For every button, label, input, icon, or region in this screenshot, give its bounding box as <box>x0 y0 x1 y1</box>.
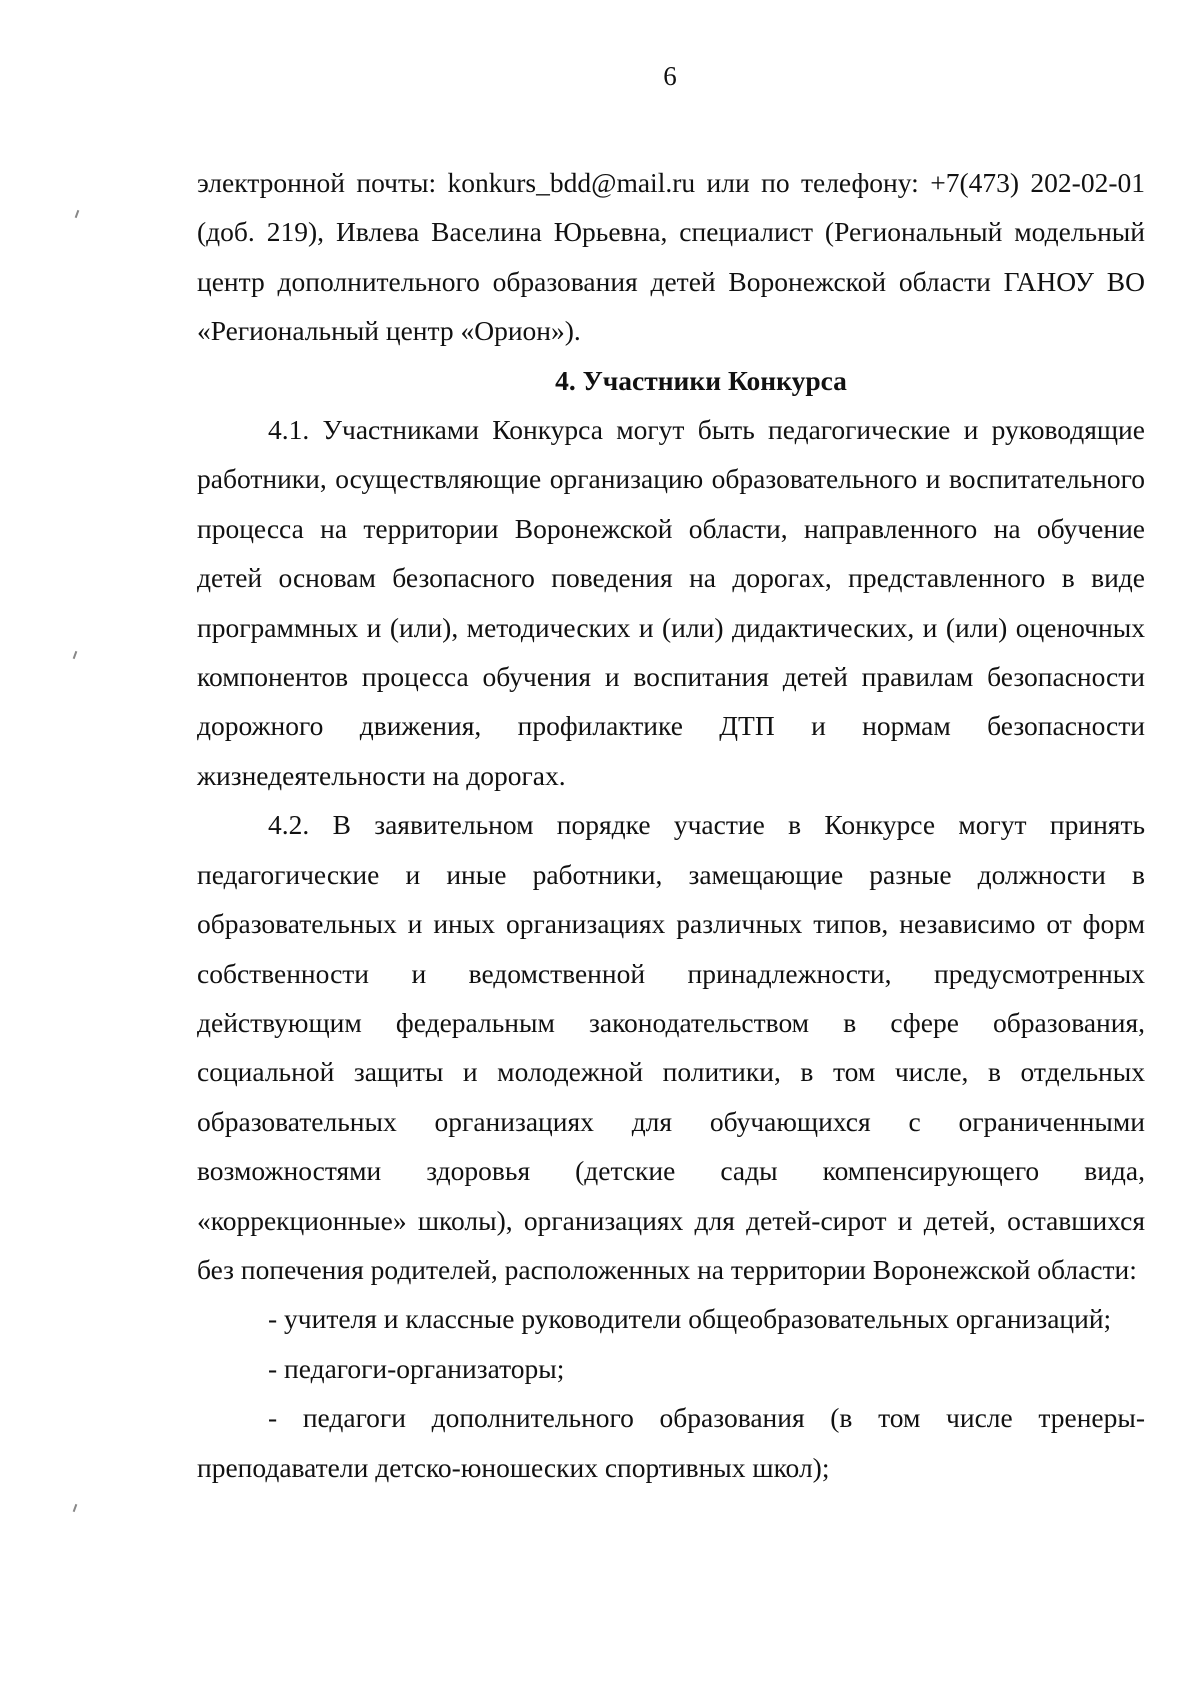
list-item-additional-education: - педагоги дополнительного образования (в том числе тренеры-преподаватели детско-юношеских спортивных школ); <box>197 1402 1145 1483</box>
paragraph-4-1: 4.1. Участниками Конкурса могут быть педагогические и руководящие работники, осуществляющие организацию образовательного и воспитательного процесса на территории Воронежской области, направленного на обучение детей основам безопасного поведения на дорогах, представленного в виде программных и (или), методических и (или) дидактических, и (или) оценочных компонентов процесса обучения и воспитания детей правилам безопасности дорожного движения, профилактике ДТП и нормам безопасности жизнедеятельности на дорогах. <box>197 414 1145 791</box>
page-number: 6 <box>663 61 677 91</box>
scan-mark <box>73 1504 78 1512</box>
document-body <box>197 158 1145 1492</box>
paragraph-4-2: 4.2. В заявительном порядке участие в Конкурсе могут принять педагогические и иные работники, замещающие разные должности в образовательных и иных организациях различных типов, независимо от форм собственности и ведомственной принадлежности, предусмотренных действующим федеральным законодательством в сфере образования, социальной защиты и молодежной политики, в том числе, в отдельных образовательных организациях для обучающихся с ограниченными возможностями здоровья (детские сады компенсирующего вида, «коррекционные» школы), организациях для детей-сирот и детей, оставшихся без попечения родителей, расположенных на территории Воронежской области: <box>197 809 1145 1285</box>
list-item-organizers: - педагоги-организаторы; <box>268 1352 565 1384</box>
section-heading: 4. Участники Конкурса <box>555 364 847 396</box>
list-item-teachers: - учителя и классные руководители общеобразовательных организаций; <box>268 1303 1112 1335</box>
scan-mark <box>73 651 78 659</box>
contact-paragraph: электронной почты: konkurs_bdd@mail.ru или по телефону: +7(473) 202-02-01 (доб. 219), Ивлева Васелина Юрьевна, специалист (Региональный модельный центр дополнительного образования детей Воронежской области ГАНОУ ВО «Региональный центр «Орион»). <box>197 167 1145 347</box>
scan-mark <box>75 210 80 218</box>
